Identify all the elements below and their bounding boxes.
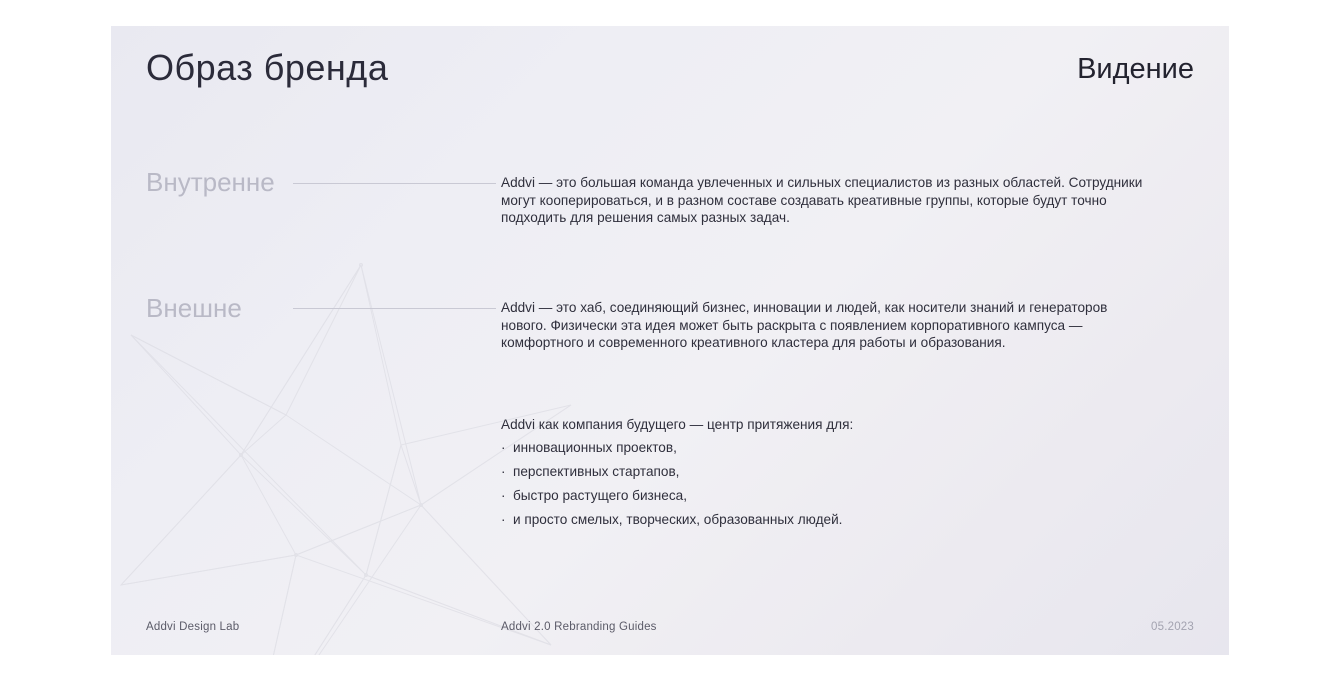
divider-internal	[293, 183, 496, 184]
presentation-slide	[111, 26, 1229, 655]
list-item: · быстро растущего бизнеса,	[501, 488, 842, 503]
list-item: · перспективных стартапов,	[501, 464, 842, 479]
list-item: · и просто смелых, творческих, образованных людей.	[501, 512, 842, 527]
section-title: Видение	[1077, 53, 1194, 85]
divider-external	[293, 308, 496, 309]
list-intro: Addvi как компания будущего — центр притяжения для:	[501, 417, 854, 432]
block-label-internal: Внутренне	[146, 167, 275, 197]
list-items	[501, 440, 842, 536]
footer-brand: Addvi Design Lab	[146, 621, 240, 633]
page-title: Образ бренда	[146, 47, 389, 88]
footer-document-title: Addvi 2.0 Rebranding Guides	[501, 621, 657, 633]
footer-date: 05.2023	[1151, 621, 1194, 633]
block-text-external: Addvi — это хаб, соединяющий бизнес, инновации и людей, как носители знаний и генераторов нового. Физически эта идея может быть раскрыта с появлением корпоративного кампуса — комфортного и современного креативного кластера для работы и образования.	[501, 300, 1108, 350]
block-text-internal: Addvi — это большая команда увлеченных и сильных специалистов из разных областей. Сотрудники могут кооперироваться, и в разном составе создавать креативные группы, которые будут точно подходить для решения самых разных задач.	[501, 175, 1143, 225]
block-label-external: Внешне	[146, 293, 242, 323]
list-item: · инновационных проектов,	[501, 440, 842, 455]
